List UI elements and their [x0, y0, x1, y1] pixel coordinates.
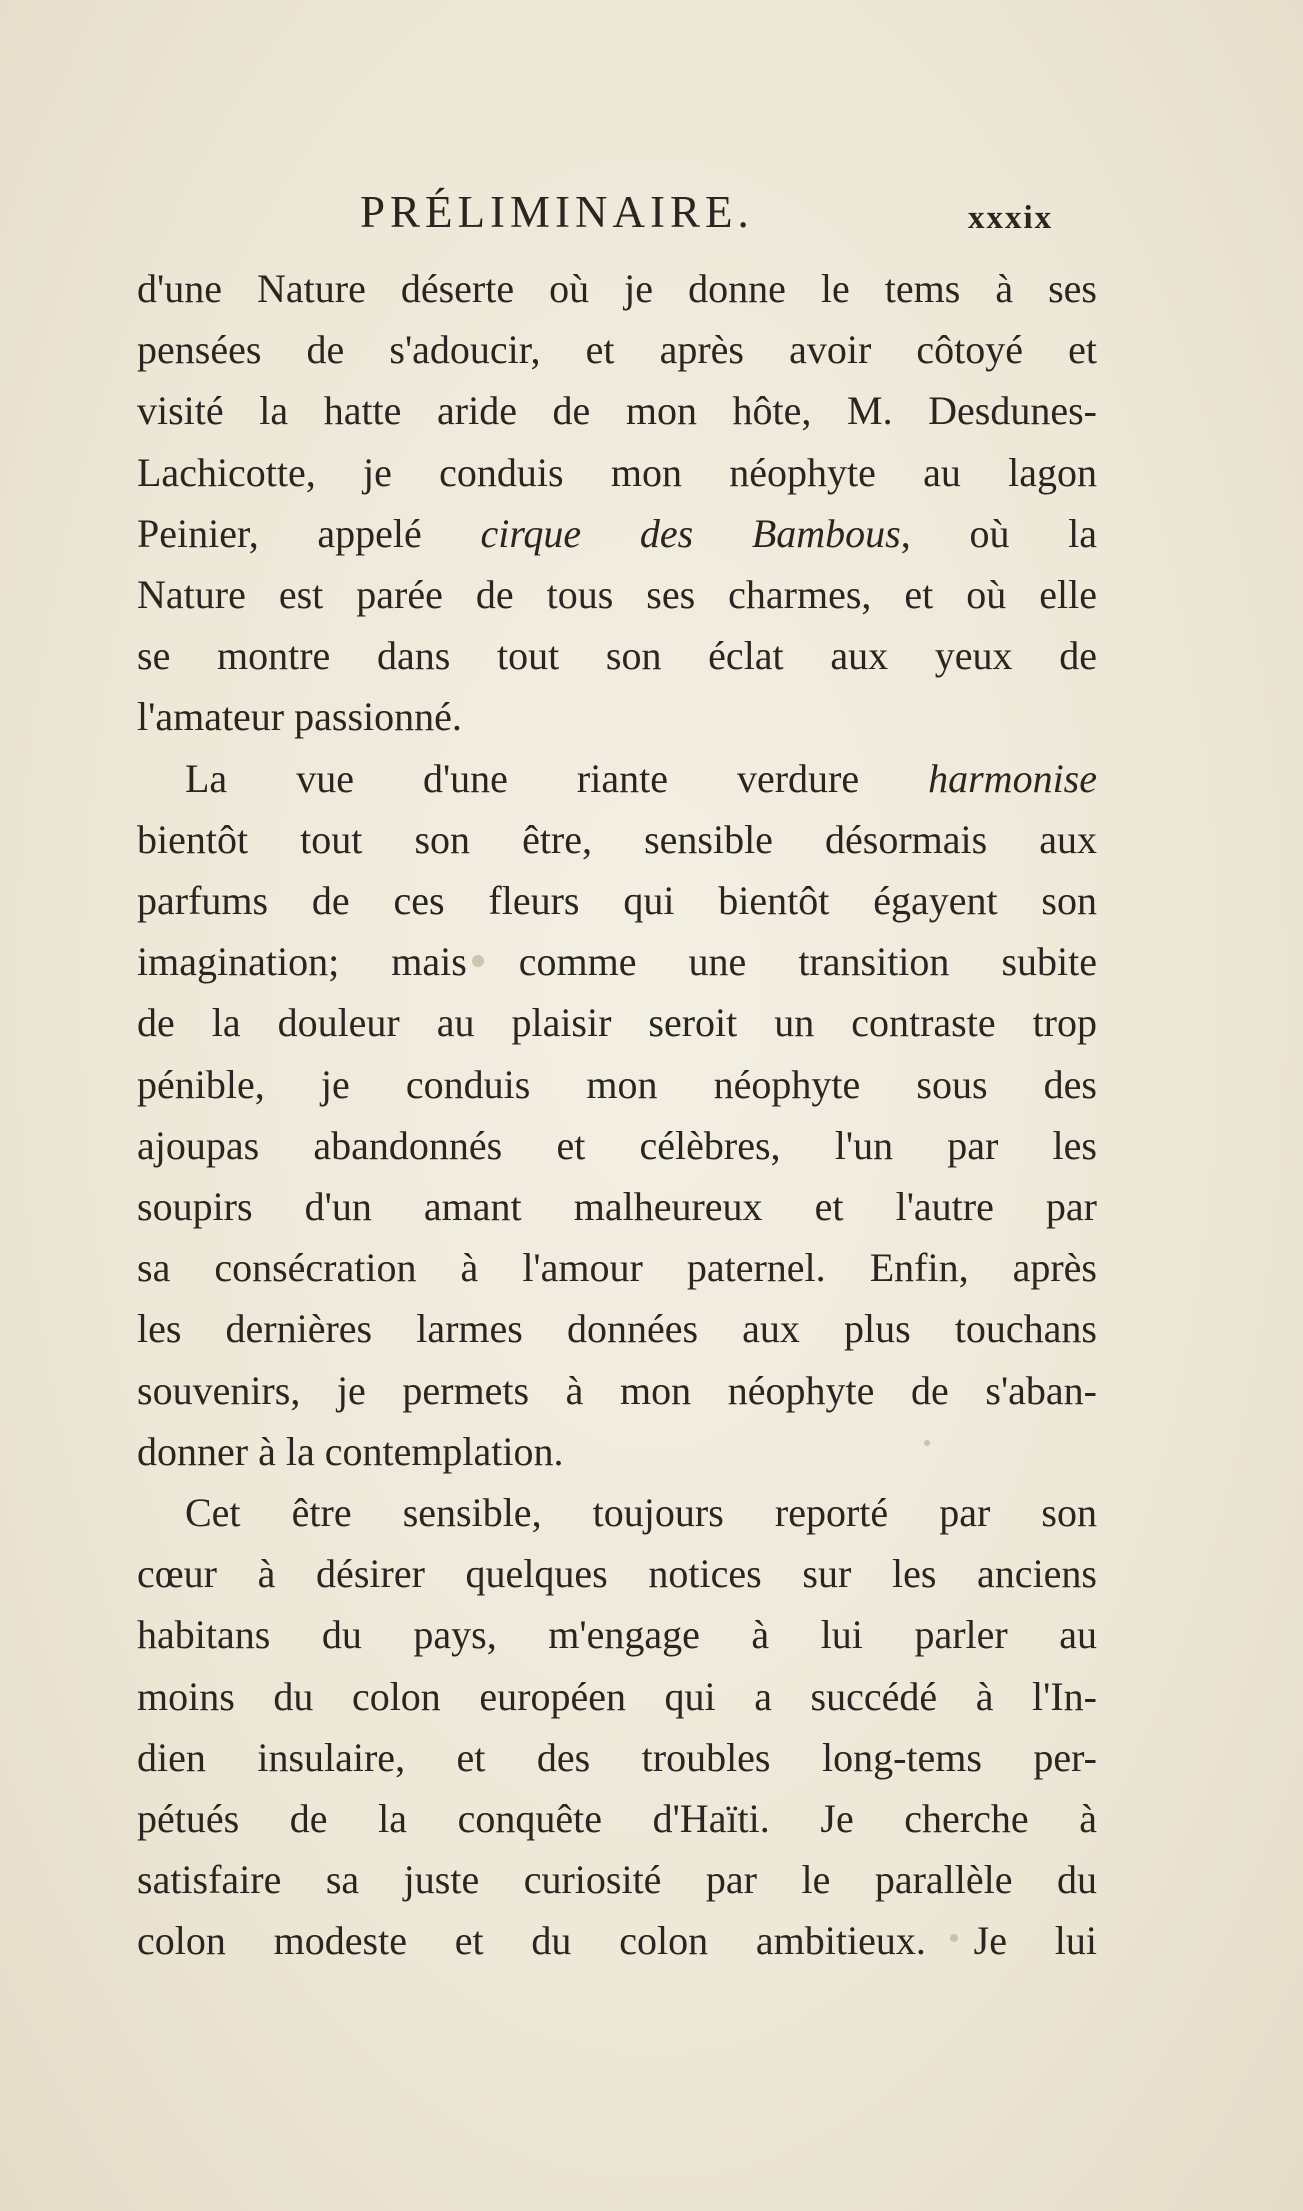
- paper-spot: [924, 1440, 930, 1446]
- text-line: parfums de ces fleurs qui bientôt égayent son: [137, 878, 1097, 924]
- text-line: Nature est parée de tous ses charmes, et où elle: [137, 572, 1097, 618]
- text-line: pétués de la conquête d'Haïti. Je cherche à: [137, 1796, 1097, 1842]
- italic-phrase: cirque des Bambous: [480, 510, 901, 556]
- paragraph: [137, 748, 1097, 1482]
- text-line: satisfaire sa juste curiosité par le parallèle du: [137, 1857, 1097, 1903]
- text-line: Cet être sensible, toujours reporté par son: [185, 1490, 1097, 1536]
- text-line: moins du colon européen qui a succédé à l'In-: [137, 1673, 1097, 1719]
- paragraph: [137, 258, 1097, 748]
- text-line: bientôt tout son être, sensible désormais aux: [137, 816, 1097, 862]
- running-head-title: PRÉLIMINAIRE.: [360, 187, 754, 237]
- text-line: habitans du pays, m'engage à lui parler au: [137, 1612, 1097, 1658]
- text-line: visité la hatte aride de mon hôte, M. Desdunes-: [137, 388, 1097, 434]
- page-number: xxxix: [968, 200, 1054, 236]
- paper-spot: [472, 955, 484, 967]
- text-line: souvenirs, je permets à mon néophyte de s'aban-: [137, 1367, 1097, 1413]
- text-line: soupirs d'un amant malheureux et l'autre par: [137, 1184, 1097, 1230]
- text-line: d'une Nature déserte où je donne le tems à ses: [137, 266, 1097, 311]
- italic-word: harmonise: [928, 755, 1097, 801]
- text-line: Peinier, appelé cirque des Bambous, où la: [137, 510, 1097, 556]
- paper-spot: [950, 1934, 958, 1942]
- text-line: cœur à désirer quelques notices sur les anciens: [137, 1551, 1097, 1597]
- text-line: dien insulaire, et des troubles long-tems per-: [137, 1734, 1097, 1780]
- text-line: pénible, je conduis mon néophyte sous des: [137, 1061, 1097, 1107]
- text-line: les dernières larmes données aux plus touchans: [137, 1306, 1097, 1352]
- paragraph: [137, 1482, 1097, 1972]
- text-line: sa consécration à l'amour paternel. Enfin, après: [137, 1245, 1097, 1291]
- text-line: La vue d'une riante verdure harmonise: [185, 755, 1097, 801]
- text-line: imagination; mais comme une transition subite: [137, 939, 1097, 985]
- text-line: pensées de s'adoucir, et après avoir côtoyé et: [137, 327, 1097, 373]
- text-line: ajoupas abandonnés et célèbres, l'un par les: [137, 1122, 1097, 1168]
- text-line: colon modeste et du colon ambitieux. Je lui: [137, 1918, 1097, 1964]
- text-line: de la douleur au plaisir seroit un contraste trop: [137, 1000, 1097, 1046]
- body-text: [137, 258, 1097, 1972]
- text-line: l'amateur passionné.: [137, 694, 462, 740]
- text-line: se montre dans tout son éclat aux yeux de: [137, 633, 1097, 679]
- text-line: donner à la contemplation.: [137, 1428, 564, 1474]
- text-line: Lachicotte, je conduis mon néophyte au lagon: [137, 449, 1097, 495]
